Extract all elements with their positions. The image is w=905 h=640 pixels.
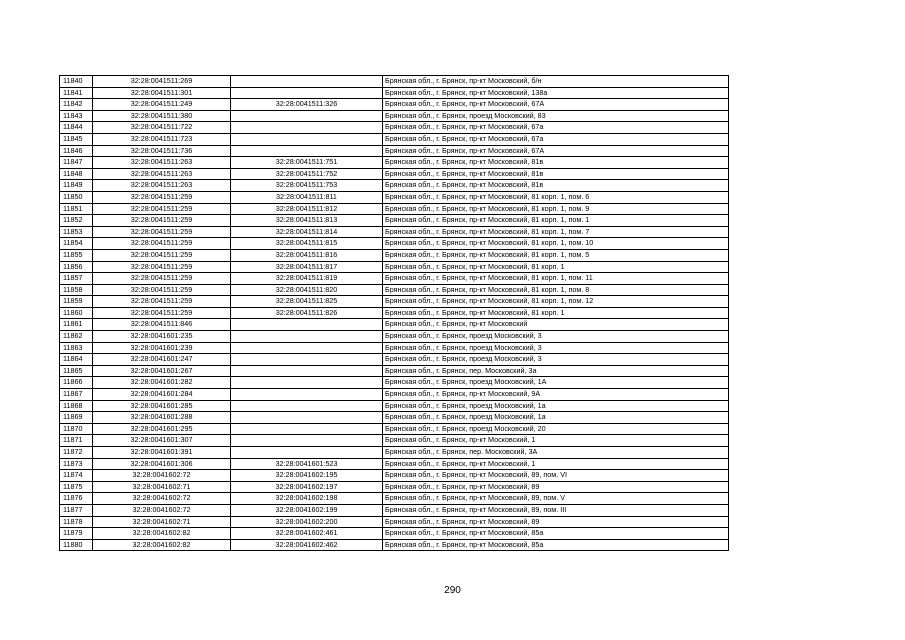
object-number-cell: 32:28:0041511:815 [231, 238, 383, 250]
address-cell: Брянская обл., г. Брянск, пр-кт Московский, 67а [383, 122, 729, 134]
object-number-cell: 32:28:0041511:814 [231, 226, 383, 238]
object-number-cell: 32:28:0041511:826 [231, 307, 383, 319]
table-row [60, 504, 729, 516]
table-row [60, 458, 729, 470]
object-number-cell: 32:28:0041602:462 [231, 539, 383, 551]
parcel-number-cell: 32:28:0041601:284 [93, 389, 231, 401]
table-row [60, 528, 729, 540]
row-number-cell: 11840 [60, 76, 93, 88]
table-row [60, 238, 729, 250]
parcel-number-cell: 32:28:0041511:259 [93, 296, 231, 308]
object-number-cell [231, 331, 383, 343]
table-row [60, 133, 729, 145]
row-number-cell: 11868 [60, 400, 93, 412]
table-row [60, 481, 729, 493]
address-cell: Брянская обл., г. Брянск, пр-кт Московский, 67А [383, 99, 729, 111]
table-row [60, 145, 729, 157]
object-number-cell [231, 133, 383, 145]
row-number-cell: 11851 [60, 203, 93, 215]
table-row [60, 435, 729, 447]
parcel-number-cell: 32:28:0041602:72 [93, 470, 231, 482]
row-number-cell: 11870 [60, 423, 93, 435]
object-number-cell [231, 87, 383, 99]
address-cell: Брянская обл., г. Брянск, пр-кт Московский, 67А [383, 145, 729, 157]
row-number-cell: 11843 [60, 110, 93, 122]
table-row [60, 203, 729, 215]
parcel-number-cell: 32:28:0041511:259 [93, 191, 231, 203]
address-cell: Брянская обл., г. Брянск, проезд Московский, 3 [383, 354, 729, 366]
object-number-cell [231, 412, 383, 424]
object-number-cell: 32:28:0041511:813 [231, 215, 383, 227]
table-row [60, 307, 729, 319]
table-row [60, 493, 729, 505]
parcel-number-cell: 32:28:0041511:263 [93, 168, 231, 180]
parcel-number-cell: 32:28:0041601:288 [93, 412, 231, 424]
object-number-cell [231, 76, 383, 88]
table-row [60, 273, 729, 285]
row-number-cell: 11844 [60, 122, 93, 134]
table-row [60, 423, 729, 435]
object-number-cell: 32:28:0041602:195 [231, 470, 383, 482]
address-cell: Брянская обл., г. Брянск, пр-кт Московский, 67а [383, 133, 729, 145]
address-cell: Брянская обл., г. Брянск, пр-кт Московский, 89, пом. V [383, 493, 729, 505]
row-number-cell: 11871 [60, 435, 93, 447]
table-row [60, 110, 729, 122]
parcel-number-cell: 32:28:0041511:722 [93, 122, 231, 134]
parcel-number-cell: 32:28:0041511:263 [93, 157, 231, 169]
parcel-number-cell: 32:28:0041602:71 [93, 516, 231, 528]
row-number-cell: 11850 [60, 191, 93, 203]
table-row [60, 412, 729, 424]
address-cell: Брянская обл., г. Брянск, пр-кт Московский, 81 корп. 1 [383, 261, 729, 273]
row-number-cell: 11854 [60, 238, 93, 250]
address-cell: Брянская обл., г. Брянск, проезд Московский, 1а [383, 400, 729, 412]
row-number-cell: 11860 [60, 307, 93, 319]
address-cell: Брянская обл., г. Брянск, проезд Московский, 83 [383, 110, 729, 122]
object-number-cell [231, 400, 383, 412]
address-cell: Брянская обл., г. Брянск, пр-кт Московский, б/н [383, 76, 729, 88]
parcel-number-cell: 32:28:0041601:235 [93, 331, 231, 343]
object-number-cell [231, 354, 383, 366]
parcel-number-cell: 32:28:0041511:723 [93, 133, 231, 145]
parcel-number-cell: 32:28:0041602:72 [93, 493, 231, 505]
parcel-number-cell: 32:28:0041511:301 [93, 87, 231, 99]
object-number-cell: 32:28:0041511:820 [231, 284, 383, 296]
object-number-cell: 32:28:0041511:811 [231, 191, 383, 203]
table-row [60, 157, 729, 169]
table-row [60, 331, 729, 343]
table-row [60, 180, 729, 192]
row-number-cell: 11862 [60, 331, 93, 343]
table-row [60, 354, 729, 366]
parcel-number-cell: 32:28:0041511:380 [93, 110, 231, 122]
parcel-number-cell: 32:28:0041601:307 [93, 435, 231, 447]
row-number-cell: 11841 [60, 87, 93, 99]
parcel-number-cell: 32:28:0041601:295 [93, 423, 231, 435]
row-number-cell: 11863 [60, 342, 93, 354]
address-cell: Брянская обл., г. Брянск, пр-кт Московский, 89 [383, 481, 729, 493]
object-number-cell: 32:28:0041511:751 [231, 157, 383, 169]
table-row [60, 168, 729, 180]
object-number-cell [231, 435, 383, 447]
row-number-cell: 11852 [60, 215, 93, 227]
address-cell: Брянская обл., г. Брянск, пр-кт Московский, 138а [383, 87, 729, 99]
parcel-number-cell: 32:28:0041511:259 [93, 203, 231, 215]
parcel-number-cell: 32:28:0041601:247 [93, 354, 231, 366]
object-number-cell: 32:28:0041511:819 [231, 273, 383, 285]
table-row [60, 319, 729, 331]
object-number-cell [231, 365, 383, 377]
table-row [60, 191, 729, 203]
object-number-cell: 32:28:0041511:816 [231, 249, 383, 261]
table-row [60, 470, 729, 482]
object-number-cell [231, 145, 383, 157]
table-row [60, 249, 729, 261]
table-row [60, 261, 729, 273]
parcel-number-cell: 32:28:0041602:82 [93, 528, 231, 540]
address-cell: Брянская обл., г. Брянск, пр-кт Московский, 81 корп. 1, пом. 8 [383, 284, 729, 296]
object-number-cell: 32:28:0041511:752 [231, 168, 383, 180]
object-number-cell [231, 110, 383, 122]
parcel-number-cell: 32:28:0041511:736 [93, 145, 231, 157]
address-cell: Брянская обл., г. Брянск, проезд Московский, 3 [383, 331, 729, 343]
parcel-number-cell: 32:28:0041511:259 [93, 215, 231, 227]
address-cell: Брянская обл., г. Брянск, пр-кт Московский, 89, пом. III [383, 504, 729, 516]
address-cell: Брянская обл., г. Брянск, проезд Московский, 1А [383, 377, 729, 389]
table-row [60, 377, 729, 389]
object-number-cell: 32:28:0041511:753 [231, 180, 383, 192]
row-number-cell: 11857 [60, 273, 93, 285]
address-cell: Брянская обл., г. Брянск, пр-кт Московский, 81 корп. 1, пом. 12 [383, 296, 729, 308]
row-number-cell: 11879 [60, 528, 93, 540]
object-number-cell: 32:28:0041602:461 [231, 528, 383, 540]
row-number-cell: 11874 [60, 470, 93, 482]
row-number-cell: 11878 [60, 516, 93, 528]
table-row [60, 296, 729, 308]
object-number-cell: 32:28:0041602:200 [231, 516, 383, 528]
parcel-number-cell: 32:28:0041511:259 [93, 226, 231, 238]
address-cell: Брянская обл., г. Брянск, пр-кт Московский, 81 корп. 1, пом. 1 [383, 215, 729, 227]
row-number-cell: 11859 [60, 296, 93, 308]
parcel-number-cell: 32:28:0041511:259 [93, 307, 231, 319]
row-number-cell: 11855 [60, 249, 93, 261]
address-cell: Брянская обл., г. Брянск, проезд Московский, 3 [383, 342, 729, 354]
row-number-cell: 11849 [60, 180, 93, 192]
parcel-number-cell: 32:28:0041511:263 [93, 180, 231, 192]
table-row [60, 226, 729, 238]
address-cell: Брянская обл., г. Брянск, пр-кт Московский, 81 корп. 1, пом. 10 [383, 238, 729, 250]
row-number-cell: 11845 [60, 133, 93, 145]
address-cell: Брянская обл., г. Брянск, пр-кт Московский, 9А [383, 389, 729, 401]
row-number-cell: 11856 [60, 261, 93, 273]
object-number-cell: 32:28:0041511:326 [231, 99, 383, 111]
row-number-cell: 11858 [60, 284, 93, 296]
parcel-number-cell: 32:28:0041602:71 [93, 481, 231, 493]
row-number-cell: 11842 [60, 99, 93, 111]
address-cell: Брянская обл., г. Брянск, пр-кт Московский, 89, пом. VI [383, 470, 729, 482]
address-cell: Брянская обл., г. Брянск, пр-кт Московский, 81в [383, 180, 729, 192]
table-row [60, 400, 729, 412]
cadastral-table [59, 75, 729, 551]
row-number-cell: 11880 [60, 539, 93, 551]
object-number-cell: 32:28:0041511:817 [231, 261, 383, 273]
object-number-cell [231, 377, 383, 389]
row-number-cell: 11865 [60, 365, 93, 377]
parcel-number-cell: 32:28:0041511:249 [93, 99, 231, 111]
address-cell: Брянская обл., г. Брянск, пр-кт Московский [383, 319, 729, 331]
address-cell: Брянская обл., г. Брянск, проезд Московский, 20 [383, 423, 729, 435]
object-number-cell: 32:28:0041601:523 [231, 458, 383, 470]
row-number-cell: 11866 [60, 377, 93, 389]
address-cell: Брянская обл., г. Брянск, пр-кт Московский, 81 корп. 1, пом. 5 [383, 249, 729, 261]
table-row [60, 215, 729, 227]
address-cell: Брянская обл., г. Брянск, пр-кт Московский, 81в [383, 157, 729, 169]
parcel-number-cell: 32:28:0041511:259 [93, 238, 231, 250]
parcel-number-cell: 32:28:0041601:267 [93, 365, 231, 377]
object-number-cell [231, 447, 383, 459]
address-cell: Брянская обл., г. Брянск, пр-кт Московский, 81 корп. 1, пом. 9 [383, 203, 729, 215]
row-number-cell: 11861 [60, 319, 93, 331]
parcel-number-cell: 32:28:0041511:259 [93, 273, 231, 285]
object-number-cell: 32:28:0041602:197 [231, 481, 383, 493]
row-number-cell: 11846 [60, 145, 93, 157]
row-number-cell: 11848 [60, 168, 93, 180]
address-cell: Брянская обл., г. Брянск, пр-кт Московский, 81 корп. 1, пом. 7 [383, 226, 729, 238]
document-table-container [59, 75, 729, 551]
row-number-cell: 11853 [60, 226, 93, 238]
row-number-cell: 11873 [60, 458, 93, 470]
parcel-number-cell: 32:28:0041601:239 [93, 342, 231, 354]
address-cell: Брянская обл., г. Брянск, пр-кт Московский, 85а [383, 528, 729, 540]
address-cell: Брянская обл., г. Брянск, пр-кт Московский, 81 корп. 1, пом. 6 [383, 191, 729, 203]
row-number-cell: 11872 [60, 447, 93, 459]
row-number-cell: 11869 [60, 412, 93, 424]
parcel-number-cell: 32:28:0041511:269 [93, 76, 231, 88]
address-cell: Брянская обл., г. Брянск, пр-кт Московский, 85а [383, 539, 729, 551]
row-number-cell: 11877 [60, 504, 93, 516]
address-cell: Брянская обл., г. Брянск, пр-кт Московский, 81 корп. 1, пом. 11 [383, 273, 729, 285]
table-row [60, 516, 729, 528]
object-number-cell: 32:28:0041511:812 [231, 203, 383, 215]
table-row [60, 284, 729, 296]
page-number: 290 [444, 585, 461, 596]
table-row [60, 447, 729, 459]
parcel-number-cell: 32:28:0041602:72 [93, 504, 231, 516]
object-number-cell: 32:28:0041511:825 [231, 296, 383, 308]
object-number-cell [231, 122, 383, 134]
object-number-cell [231, 389, 383, 401]
object-number-cell: 32:28:0041602:198 [231, 493, 383, 505]
table-row [60, 365, 729, 377]
address-cell: Брянская обл., г. Брянск, пр-кт Московский, 1 [383, 435, 729, 447]
address-cell: Брянская обл., г. Брянск, пер. Московский, 3А [383, 447, 729, 459]
parcel-number-cell: 32:28:0041601:285 [93, 400, 231, 412]
parcel-number-cell: 32:28:0041601:306 [93, 458, 231, 470]
object-number-cell [231, 319, 383, 331]
object-number-cell [231, 423, 383, 435]
table-row [60, 539, 729, 551]
parcel-number-cell: 32:28:0041602:82 [93, 539, 231, 551]
row-number-cell: 11847 [60, 157, 93, 169]
address-cell: Брянская обл., г. Брянск, пр-кт Московский, 81 корп. 1 [383, 307, 729, 319]
parcel-number-cell: 32:28:0041601:391 [93, 447, 231, 459]
parcel-number-cell: 32:28:0041511:846 [93, 319, 231, 331]
row-number-cell: 11864 [60, 354, 93, 366]
table-row [60, 99, 729, 111]
row-number-cell: 11867 [60, 389, 93, 401]
address-cell: Брянская обл., г. Брянск, проезд Московский, 1а [383, 412, 729, 424]
table-body [60, 76, 729, 551]
object-number-cell: 32:28:0041602:199 [231, 504, 383, 516]
row-number-cell: 11876 [60, 493, 93, 505]
address-cell: Брянская обл., г. Брянск, пр-кт Московский, 1 [383, 458, 729, 470]
table-row [60, 76, 729, 88]
parcel-number-cell: 32:28:0041511:259 [93, 249, 231, 261]
parcel-number-cell: 32:28:0041601:282 [93, 377, 231, 389]
table-row [60, 87, 729, 99]
parcel-number-cell: 32:28:0041511:259 [93, 261, 231, 273]
address-cell: Брянская обл., г. Брянск, пер. Московский, 3а [383, 365, 729, 377]
parcel-number-cell: 32:28:0041511:259 [93, 284, 231, 296]
table-row [60, 389, 729, 401]
row-number-cell: 11875 [60, 481, 93, 493]
address-cell: Брянская обл., г. Брянск, пр-кт Московский, 81в [383, 168, 729, 180]
object-number-cell [231, 342, 383, 354]
address-cell: Брянская обл., г. Брянск, пр-кт Московский, 89 [383, 516, 729, 528]
table-row [60, 122, 729, 134]
table-row [60, 342, 729, 354]
